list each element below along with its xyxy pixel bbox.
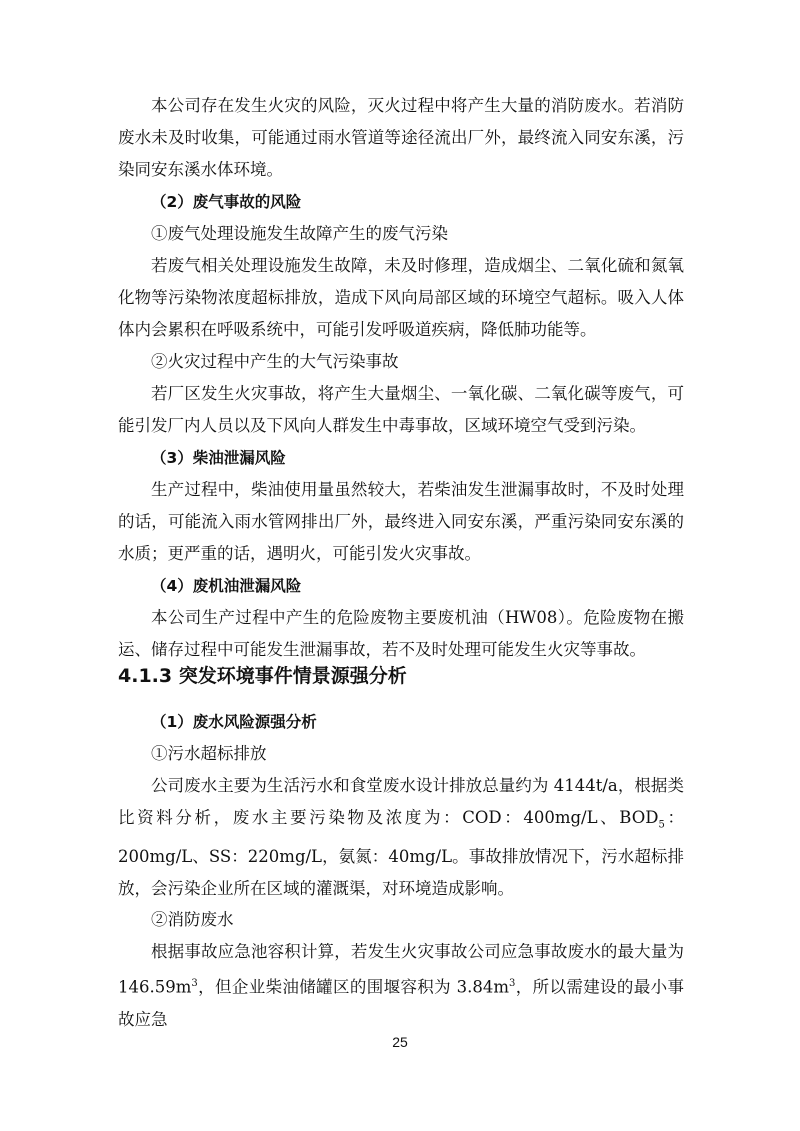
paragraph-fire-water-risk: 本公司存在发生火灾的风险，灭火过程中将产生大量的消防废水。若消防废水未及时收集，可能通过雨水管道等途径流出厂外，最终流入同安东溪，污染同安东溪水体环境。 (118, 96, 684, 179)
paragraph-waste-oil-leak: 本公司生产过程中产生的危险废物主要废机油（HW08）。危险废物在搬运、储存过程中可能发生泄漏事故，若不及时处理可能发生火灾等事故。 (118, 608, 684, 659)
section-wastewater-source-analysis: （1）废水风险源强分析 (151, 713, 317, 731)
fire-water-text-part2: ，但企业柴油储罐区的围堰容积为 3.84m (197, 977, 510, 997)
paragraph-fire-air-pollution: 若厂区发生火灾事故，将产生大量烟尘、一氧化碳、二氧化碳等废气，可能引发厂内人员以及下风向人群发生中毒事故，区域环境空气受到污染。 (118, 384, 684, 435)
fire-water-text-part1: 根据事故应急池容积计算，若发生火灾事故公司应急事故废水的最大量为 146.59m (118, 942, 684, 997)
section-waste-gas-risk: （2）废气事故的风险 (151, 193, 302, 211)
cubic-superscript-2: 3 (509, 978, 516, 989)
item-fire-air-pollution: ②火灾过程中产生的大气污染事故 (151, 352, 399, 371)
section-diesel-leak-risk: （3）柴油泄漏风险 (151, 449, 286, 467)
item-fire-wastewater: ②消防废水 (151, 910, 234, 929)
fire-water-text-part3: ，所以需建设的最小事故应急 (118, 977, 684, 1029)
section-heading-4-1-3: 4.1.3 突发环境事件情景源强分析 (118, 665, 407, 687)
section-waste-oil-leak-risk: （4）废机油泄漏风险 (151, 577, 302, 595)
bod-subscript: 5 (658, 819, 665, 831)
paragraph-fire-wastewater (118, 936, 684, 1036)
cubic-superscript-1: 3 (191, 978, 198, 989)
page-number: 25 (392, 1034, 408, 1050)
item-sewage-excess: ①污水超标排放 (151, 744, 267, 763)
paragraph-gas-facility-failure: 若废气相关处理设施发生故障，未及时修理，造成烟尘、二氧化硫和氮氧化物等污染物浓度超标排放，造成下风向局部区域的环境空气超标。吸入人体体内会累积在呼吸系统中，可能引发呼吸道疾病，降低肺功能等。 (118, 256, 684, 339)
paragraph-sewage-excess (118, 770, 684, 905)
sewage-text-part2: ：200mg/L、SS：220mg/L，氨氮：40mg/L。事故排放情况下，污水超标排放，会污染企业所在区域的灌溉渠，对环境造成影响。 (118, 808, 684, 899)
item-gas-facility-failure: ①废气处理设施发生故障产生的废气污染 (151, 224, 448, 243)
paragraph-diesel-leak: 生产过程中，柴油使用量虽然较大，若柴油发生泄漏事故时，不及时处理的话，可能流入雨水管网排出厂外，最终进入同安东溪，严重污染同安东溪的水质；更严重的话，遇明火，可能引发火灾事故。 (118, 480, 684, 563)
sewage-text-part1: 公司废水主要为生活污水和食堂废水设计排放总量约为 4144t/a，根据类比资料分析，废水主要污染物及浓度为：COD：400mg/L、BOD (118, 776, 684, 827)
